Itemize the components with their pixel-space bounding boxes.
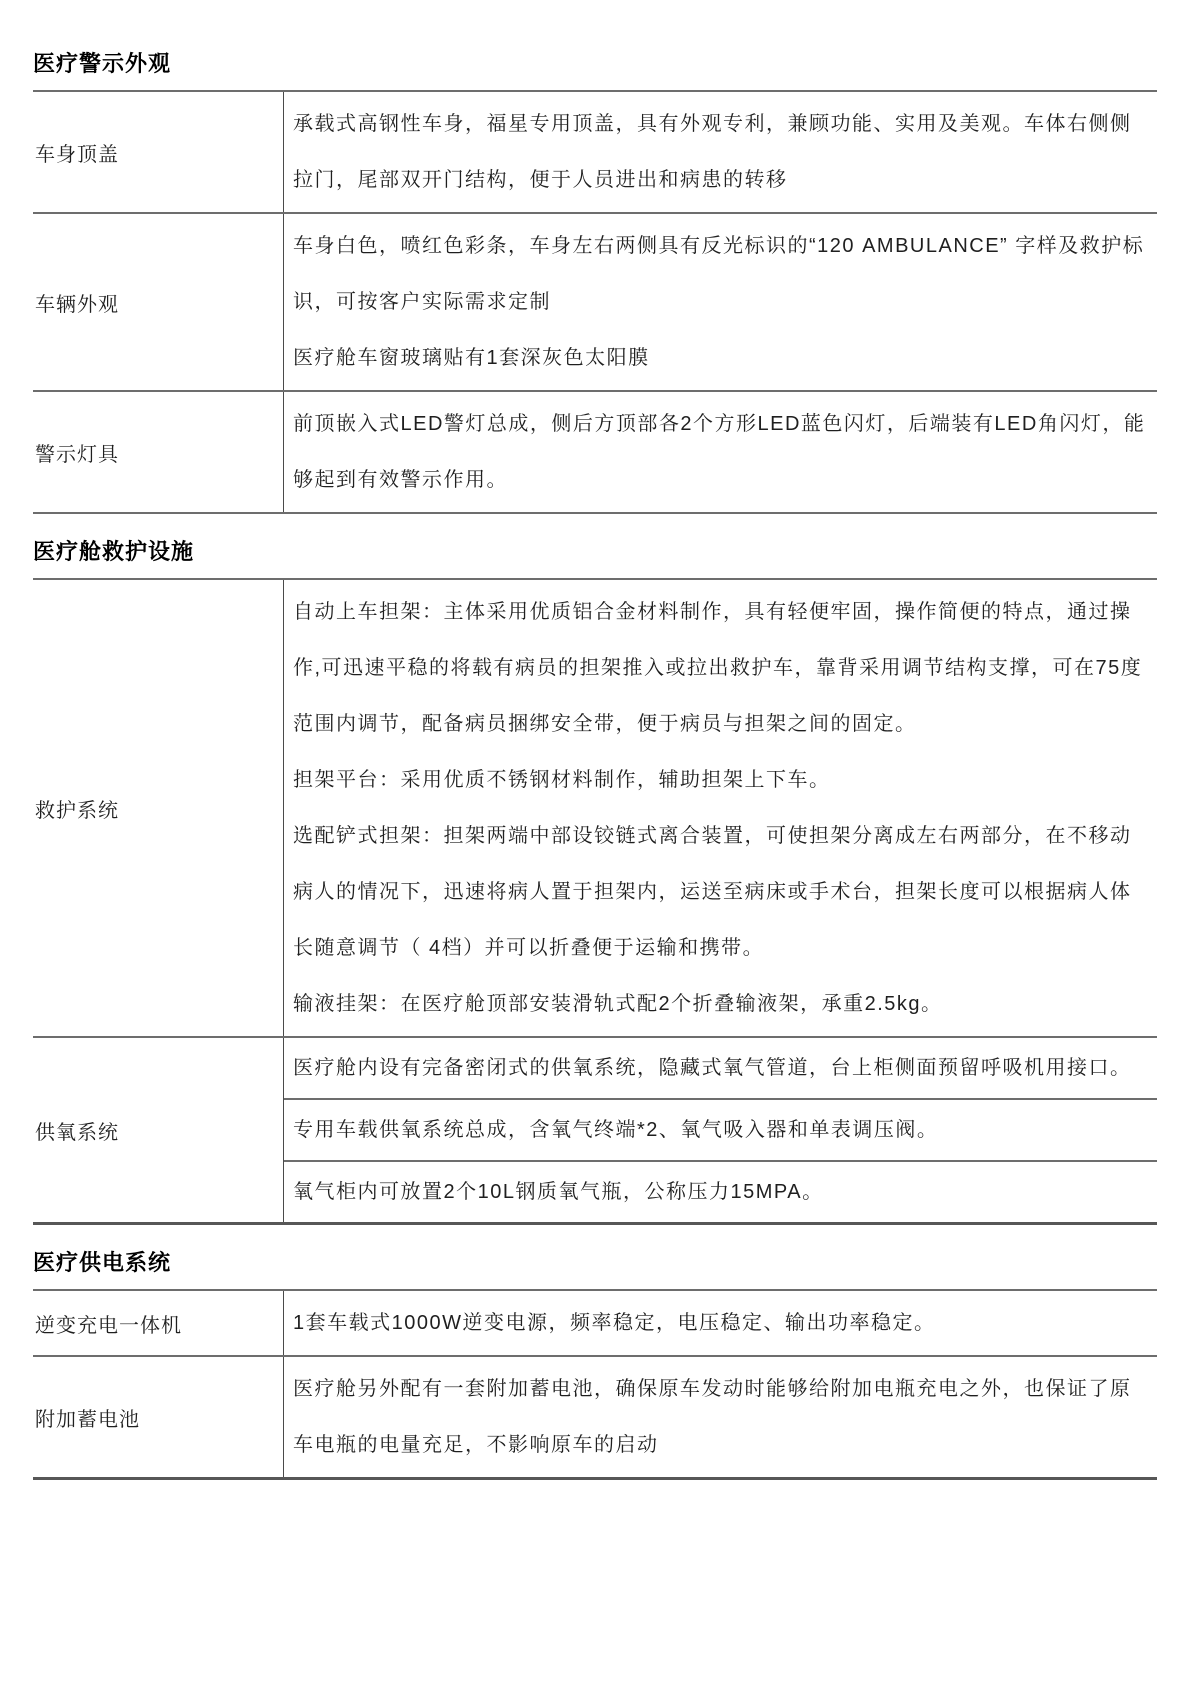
row-label: 附加蓄电池 bbox=[35, 1408, 140, 1431]
spec-text: 医疗舱内设有完备密闭式的供氧系统，隐藏式氧气管道，台上柜侧面预留呼吸机用接口。 bbox=[293, 1057, 1132, 1079]
row-content bbox=[283, 392, 1157, 512]
spec-text: 医疗舱另外配有一套附加蓄电池，确保原车发动时能够给附加电瓶充电之外，也保证了原车电瓶的电量充足，不影响原车的启动 bbox=[293, 1378, 1132, 1456]
row-content bbox=[283, 92, 1157, 212]
table-row bbox=[33, 580, 1157, 1038]
spec-text: 承载式高钢性车身，福星专用顶盖，具有外观专利，兼顾功能、实用及美观。车体右侧侧拉门，尾部双开门结构，便于人员进出和病患的转移 bbox=[293, 113, 1132, 191]
section-title: 医疗警示外观 bbox=[33, 51, 172, 76]
spec-text: 选配铲式担架：担架两端中部设铰链式离合装置，可使担架分离成左右两部分，在不移动病人的情况下，迅速将病人置于担架内，运送至病床或手术台，担架长度可以根据病人体长随意调节（ 4档）并可以折叠便于运输和携带。 bbox=[293, 825, 1132, 959]
spec-table bbox=[33, 90, 1157, 514]
row-label: 救护系统 bbox=[35, 799, 119, 822]
spec-table bbox=[33, 1289, 1157, 1480]
spec-text: 前顶嵌入式LED警灯总成，侧后方顶部各2个方形LED蓝色闪灯，后端装有LED角闪灯，能够起到有效警示作用。 bbox=[293, 413, 1146, 491]
row-content bbox=[283, 580, 1157, 1036]
table-row bbox=[33, 1038, 1157, 1225]
section-power-supply bbox=[33, 1249, 1157, 1480]
spec-text: 车身白色，喷红色彩条，车身左右两侧具有反光标识的“120 AMBULANCE” 字样及救护标识，可按客户实际需求定制 bbox=[293, 235, 1145, 313]
row-label: 供氧系统 bbox=[35, 1121, 119, 1144]
spec-table bbox=[33, 578, 1157, 1225]
spec-text: 氧气柜内可放置2个10L钢质氧气瓶，公称压力15MPA。 bbox=[284, 1160, 1157, 1222]
spec-text: 医疗舱车窗玻璃贴有1套深灰色太阳膜 bbox=[293, 347, 650, 369]
row-label: 车辆外观 bbox=[35, 293, 119, 316]
spec-text: 自动上车担架：主体采用优质铝合金材料制作，具有轻便牢固，操作简便的特点，通过操作,可迅速平稳的将载有病员的担架推入或拉出救护车，靠背采用调节结构支撑，可在75度范围内调节，配备病员捆绑安全带，便于病员与担架之间的固定。 bbox=[293, 601, 1143, 735]
spec-text: 担架平台：采用优质不锈钢材料制作，辅助担架上下车。 bbox=[293, 769, 831, 791]
row-content bbox=[283, 1291, 1157, 1355]
table-row bbox=[33, 92, 1157, 214]
section-rescue-facilities bbox=[33, 538, 1157, 1225]
spec-text: 输液挂架：在医疗舱顶部安装滑轨式配2个折叠输液架，承重2.5kg。 bbox=[293, 993, 943, 1015]
spec-text: 1套车载式1000W逆变电源，频率稳定，电压稳定、输出功率稳定。 bbox=[293, 1312, 936, 1334]
section-warning-appearance bbox=[33, 50, 1157, 514]
table-row bbox=[33, 392, 1157, 514]
row-label: 逆变充电一体机 bbox=[35, 1314, 182, 1337]
row-content bbox=[283, 1038, 1157, 1222]
table-row bbox=[33, 1357, 1157, 1480]
row-label: 警示灯具 bbox=[35, 443, 119, 466]
spec-text: 专用车载供氧系统总成，含氧气终端*2、氧气吸入器和单表调压阀。 bbox=[284, 1098, 1157, 1160]
section-title: 医疗舱救护设施 bbox=[33, 539, 195, 564]
row-content bbox=[283, 214, 1157, 390]
section-title: 医疗供电系统 bbox=[33, 1250, 172, 1275]
table-row bbox=[33, 214, 1157, 392]
row-label: 车身顶盖 bbox=[35, 143, 119, 166]
row-content bbox=[283, 1357, 1157, 1477]
table-row bbox=[33, 1291, 1157, 1357]
